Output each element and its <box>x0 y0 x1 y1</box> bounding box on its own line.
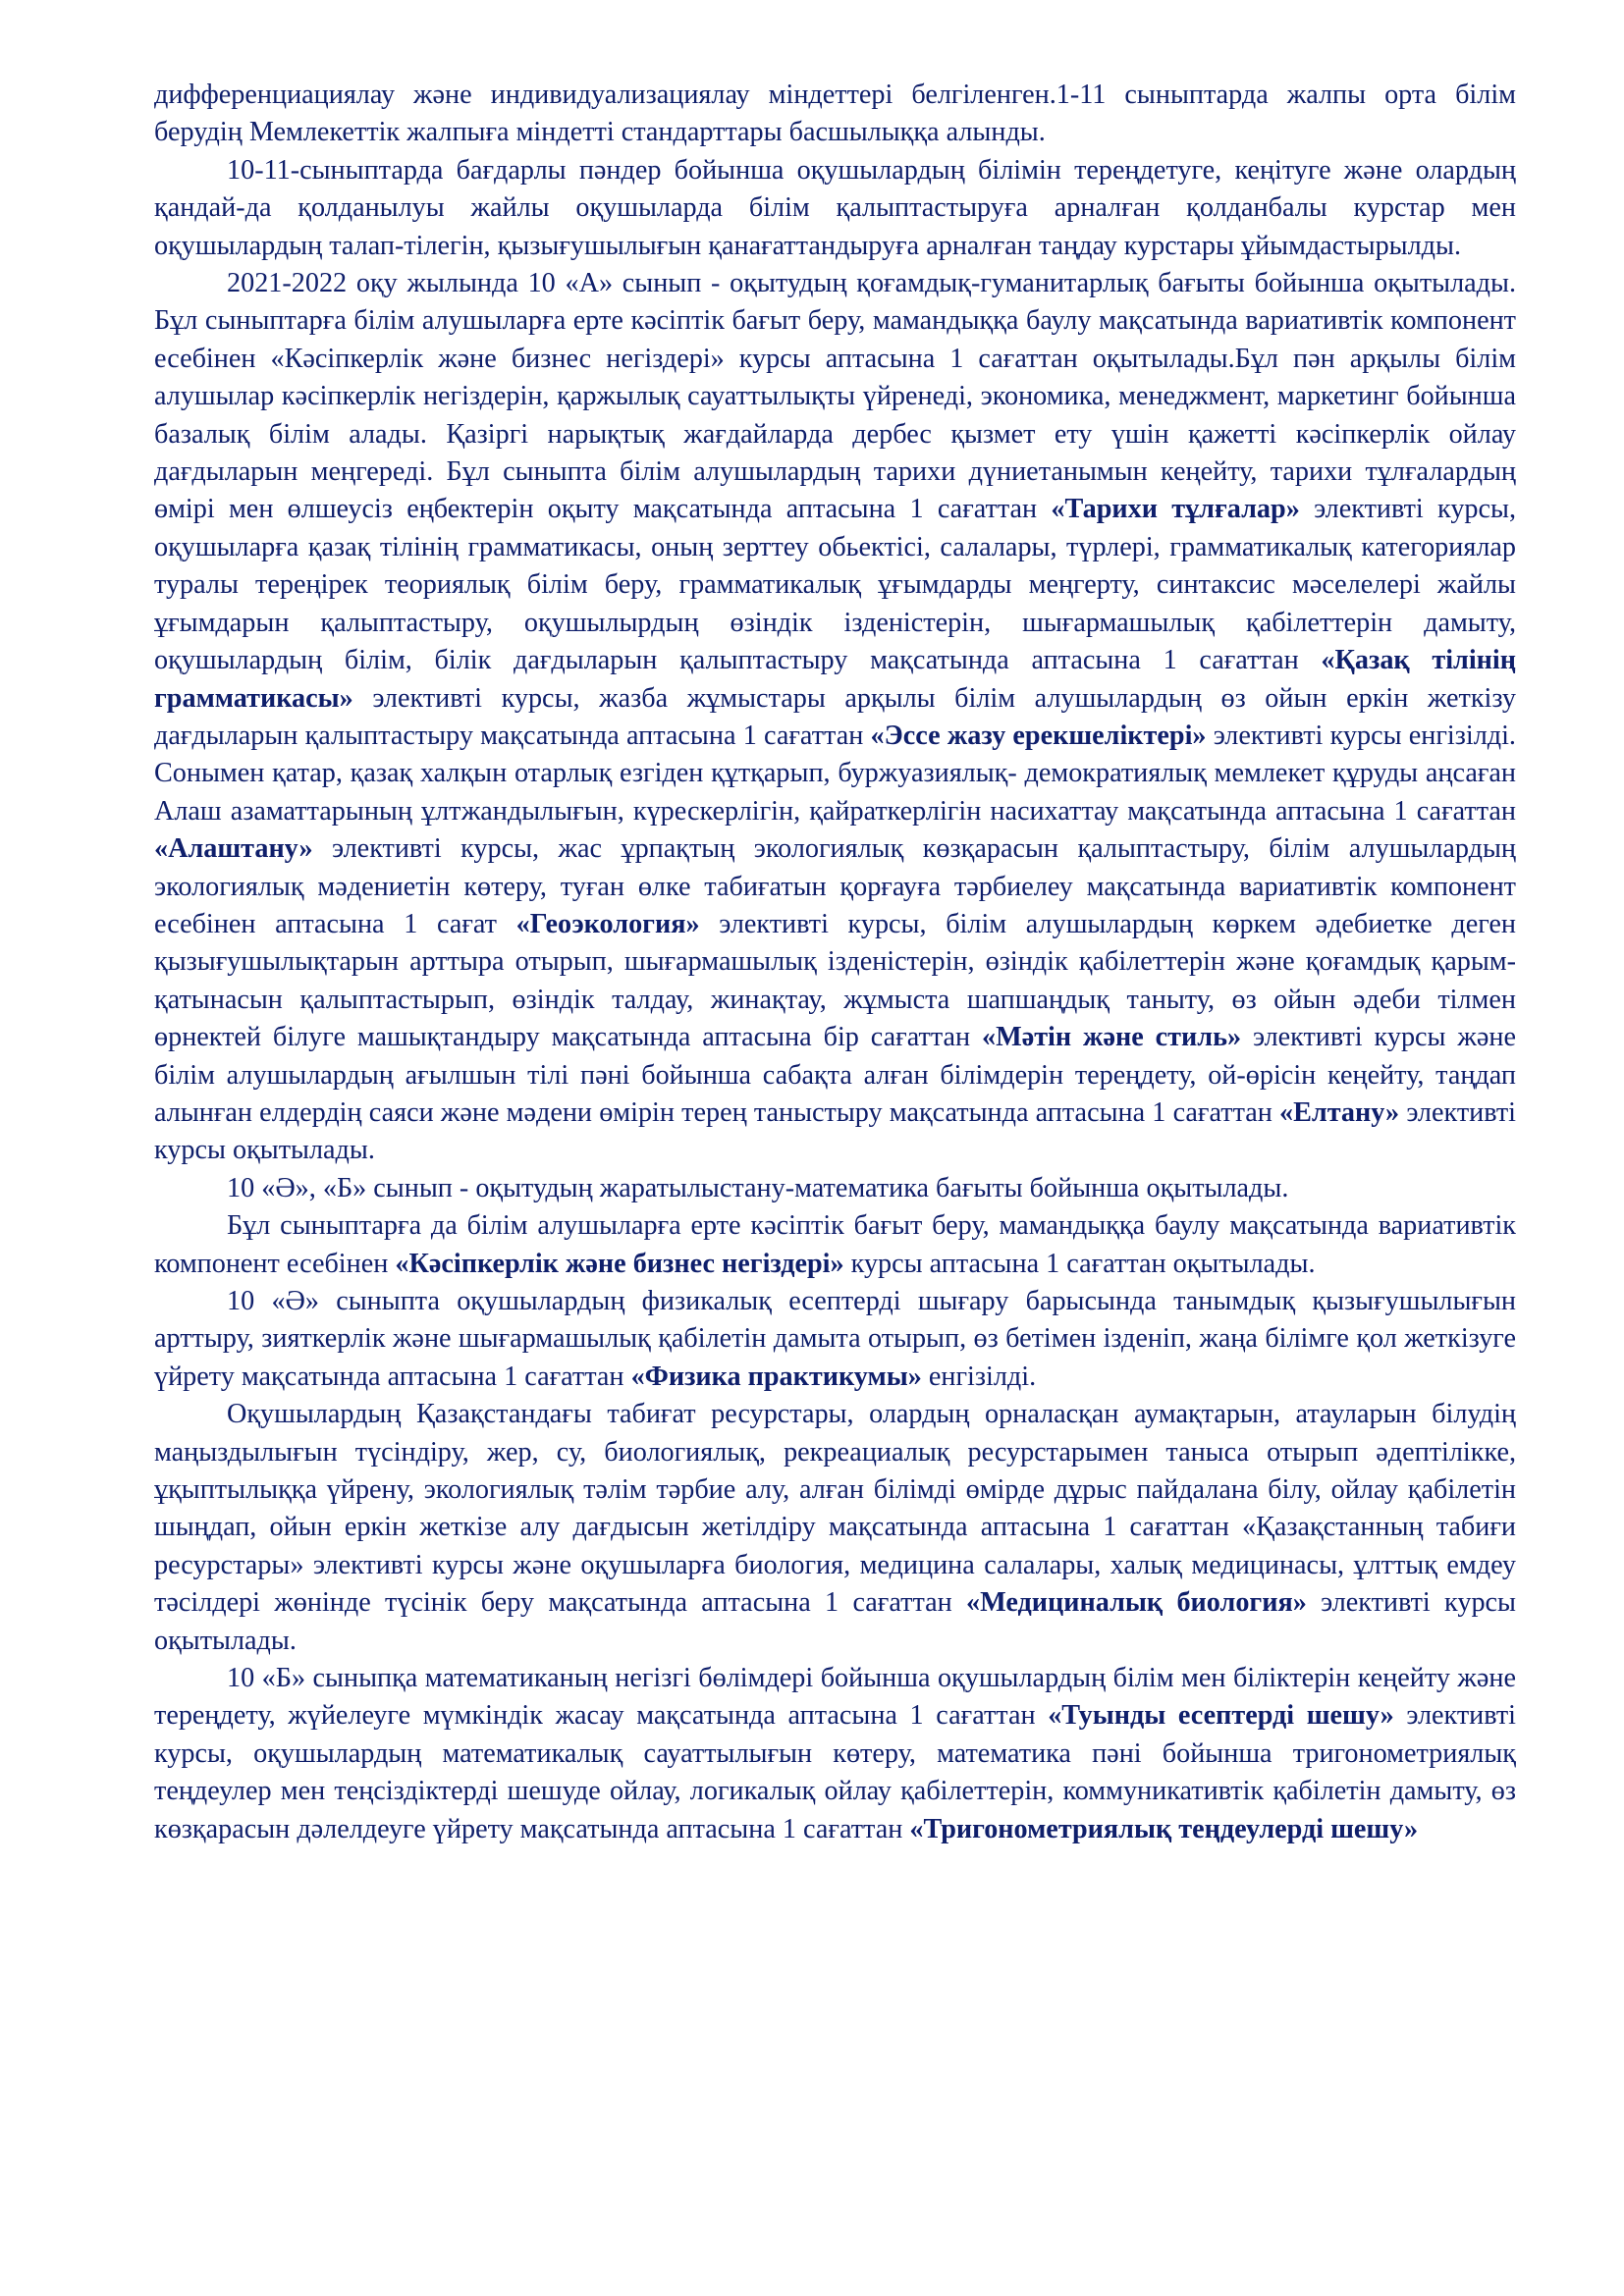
course-title: «Кәсіпкерлік және бизнес негіздері» <box>395 1248 844 1279</box>
course-title: «Физика практикумы» <box>630 1361 922 1392</box>
course-title: «Медициналық биология» <box>966 1587 1307 1619</box>
paragraph <box>154 152 1516 265</box>
text-run: 10 «Ә», «Б» сынып - оқытудың жаратылыстану-математика бағыты бойынша оқытылады. <box>227 1172 1289 1203</box>
text-run: 10-11-сыныптарда бағдарлы пәндер бойынша оқушылардың білімін тереңдетуге, кеңітуге және олардың қандай-да қолданылуы жайлы оқушыларда білім қалыптастыруға арналған қолданбалы курстар мен оқушылардың талап-тілегін, қызығушылығын қанағаттандыруға арналған таңдау курстары ұйымдастырылды. <box>154 154 1516 261</box>
paragraph <box>154 77 1516 152</box>
paragraph <box>154 1283 1516 1396</box>
course-title: «Тарихи тұлғалар» <box>1051 494 1300 525</box>
paragraph <box>154 1170 1516 1207</box>
text-run: 10 «Б» сыныпқа математиканың негізгі бөлімдері бойынша оқушылардың білім мен біліктерін кеңейту және тереңдету, жүйелеуге мүмкіндік жасау мақсатында аптасына 1 сағаттан <box>154 1663 1516 1732</box>
paragraph <box>154 1660 1516 1848</box>
text-run: Бұл сыныптарға да білім алушыларға ерте кәсіптік бағыт беру, мамандыққа баулу мақсатында вариативтік компонент есебінен <box>154 1210 1516 1279</box>
text-run: Оқушылардың Қазақстандағы табиғат ресурстары, олардың орналасқан аумақтарын, атауларын білудің маңыздылығын түсіндіру, жер, су, биологиялық, рекреациалық ресурстарымен таныса отырып әдептілікке, ұқыптылыққа үйрену, экологиялық тәлім тәрбие алу, алған білімді өмірде дұрыс пайдалана білу, ойлау қабілетін шыңдап, ойын еркін жеткізе алу дағдысын жетілдіру мақсатында аптасына 1 сағаттан «Қазақстанның табиғи ресурстары» элективті курсы және оқушыларға биология, медицина салалары, халық медицинасы, ұлттық емдеу тәсілдері жөнінде түсінік беру мақсатында аптасына 1 сағаттан <box>154 1399 1516 1619</box>
course-title: «Елтану» <box>1279 1096 1400 1128</box>
course-title: «Тригонометриялық теңдеулерді шешу» <box>909 1813 1419 1844</box>
text-run: элективті курсы, жас ұрпақтың экологиялық көзқарасын қалыптастыру, білім алушылардың экологиялық мәдениетін көтеру, туған өлке табиғатын қорғауға тәрбиелеу мақсатында вариативтік компонент есебінен аптасына 1 сағат <box>154 833 1516 939</box>
text-run: курсы аптасына 1 сағаттан оқытылады. <box>843 1248 1316 1279</box>
course-title: «Алаштану» <box>154 833 313 865</box>
text-run: дифференциациялау және индивидуализациялау міндеттері белгіленген.1-11 сыныптарда жалпы орта білім берудің Мемлекеттік жалпыға міндетті стандарттары басшылыққа алынды. <box>154 80 1516 148</box>
paragraph <box>154 1396 1516 1660</box>
text-run: элективті курсы енгізілді. Сонымен қатар, қазақ халқын отарлық езгіден құтқарып, буржуазиялық- демократиялық мемлекет құруды аңсаған Алаш азаматтарының ұлтжандылығын, күрескерлігін, қайраткерлігін насихаттау мақсатында аптасына 1 сағаттан <box>154 720 1516 827</box>
course-title: «Эссе жазу ерекшеліктері» <box>870 720 1207 751</box>
course-title: «Геоэкология» <box>515 908 700 939</box>
text-run: элективті курсы, жазба жұмыстары арқылы білім алушылардың өз ойын еркін жеткізу дағдыларын қалыптастыру мақсатында аптасына 1 сағаттан <box>154 682 1516 751</box>
text-run: 10 «Ә» сыныпта оқушылардың физикалық есептерді шығару барысында танымдық қызығушылығын арттыру, зияткерлік және шығармашылық қабілетін дамыта отырып, өз бетімен ізденіп, жаңа білімге қол жеткізуге үйрету мақсатында аптасына 1 сағаттан <box>154 1286 1516 1392</box>
text-run: элективті курсы, оқушыларға қазақ тілінің грамматикасы, оның зерттеу обьектісі, салалары, түрлері, грамматикалық категориялар туралы тереңірек теориялық білім беру, грамматикалық ұғымдарды меңгерту, синтаксис мәселелері жайлы ұғымдарын қалыптастыру, оқушылырдың өзіндік ізденістерін, шығармашылық қабілеттерін дамыту, оқушылардың білім, білік дағдыларын қалыптастыру мақсатында аптасына 1 сағаттан <box>154 494 1516 676</box>
document-page <box>154 77 1516 1848</box>
text-run: элективті курсы және білім алушылардың ағылшын тілі пәні бойынша сабақта алған білімдерін тереңдету, ой-өрісін кеңейту, таңдап алынған елдердің саяси және мәдени өмірін терең таныстыру мақсатында аптасына 1 сағаттан <box>154 1022 1516 1128</box>
course-title: «Мәтін және стиль» <box>982 1022 1242 1053</box>
text-run: енгізілді. <box>921 1361 1037 1392</box>
text-run: элективті курсы, білім алушылардың көркем әдебиетке деген қызығушылықтарын арттыра отырып, шығармашылық ізденістерін, өзіндік қабілеттерін және қоғамдық қарым-қатынасын қалыптастырып, өзіндік талдау, жинақтау, жұмыста шапшаңдық таныту, өз ойын әдеби тілмен өрнектей білуге машықтандыру мақсатында аптасына бір сағаттан <box>154 908 1516 1053</box>
course-title: «Туынды есептерді шешу» <box>1048 1700 1394 1732</box>
text-run: элективті курсы, оқушылардың математикалық сауаттылығын көтеру, математика пәні бойынша тригонометриялық теңдеулер мен теңсіздіктерді шешуде ойлау, логикалық ойлау қабілеттерін, коммуникативтік қабілетін дамыту, өз көзқарасын дәлелдеуге үйрету мақсатында аптасына 1 сағаттан <box>154 1700 1517 1844</box>
text-run: 2021-2022 оқу жылында 10 «А» сынып - оқытудың қоғамдық-гуманитарлық бағыты бойынша оқытылады. Бұл сыныптарға білім алушыларға ерте кәсіптік бағыт беру, мамандыққа баулу мақсатында вариативтік компонент есебінен «Кәсіпкерлік және бизнес негіздері» курсы аптасына 1 сағаттан оқытылады.Бұл пән арқылы білім алушылар кәсіпкерлік негіздерін, қаржылық сауаттылықты үйренеді, экономика, менеджмент, маркетинг бойынша базалық білім алады. Қазіргі нарықтық жағдайларда дербес қызмет ету үшін қажетті кәсіпкерлік ойлау дағдыларын меңгереді. Бұл сыныпта білім алушылардың тарихи дүниетанымын кеңейту, тарихи тұлғалардың өмірі мен өлшеусіз еңбектерін оқыту мақсатында аптасына 1 сағаттан <box>154 268 1516 525</box>
text-run: элективті курсы оқытылады. <box>154 1587 1516 1656</box>
text-run: элективті курсы оқытылады. <box>154 1096 1516 1166</box>
paragraph <box>154 1207 1516 1283</box>
paragraph <box>154 265 1516 1170</box>
course-title: «Қазақ тілінің грамматикасы» <box>154 645 1516 714</box>
